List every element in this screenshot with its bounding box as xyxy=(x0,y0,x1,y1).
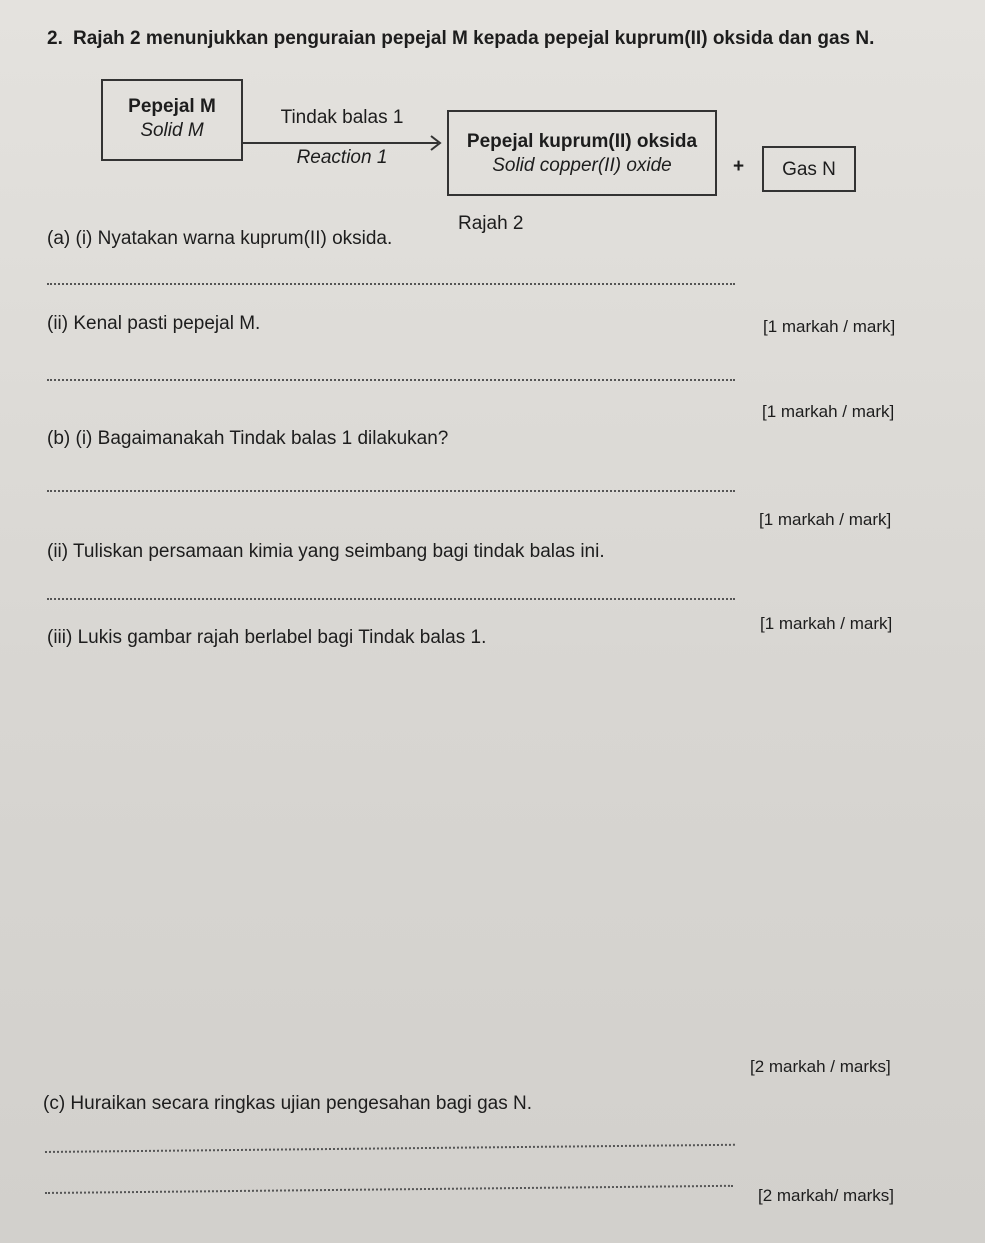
answer-line-b-i[interactable] xyxy=(47,490,735,492)
question-a-ii: (ii) Kenal pasti pepejal M. xyxy=(47,313,261,334)
question-number: 2. xyxy=(47,28,63,49)
gas-n-label: Gas N xyxy=(782,159,836,180)
question-b-ii: (ii) Tuliskan persamaan kimia yang seimbang bagi tindak balas ini. xyxy=(47,541,605,562)
marks-a-i: [1 markah / mark] xyxy=(763,317,896,336)
answer-line-c-1[interactable] xyxy=(45,1144,735,1153)
marks-c: [2 markah/ marks] xyxy=(758,1186,895,1205)
arrow-label-en: Reaction 1 xyxy=(296,147,388,168)
gas-n-box xyxy=(762,146,856,192)
drawing-area[interactable] xyxy=(47,660,897,1050)
answer-line-b-ii[interactable] xyxy=(47,598,735,600)
solid-m-label-en: Solid M xyxy=(140,120,204,141)
answer-line-a-ii[interactable] xyxy=(47,379,735,381)
plus-sign: + xyxy=(733,156,745,177)
question-intro: Rajah 2 menunjukkan penguraian pepejal M kepada pepejal kuprum(II) oksida dan gas N. xyxy=(73,28,875,49)
answer-line-c-2[interactable] xyxy=(45,1185,733,1194)
marks-a-ii: [1 markah / mark] xyxy=(762,402,895,421)
copper-oxide-label-en: Solid copper(II) oxide xyxy=(492,155,672,176)
arrow-label-ms: Tindak balas 1 xyxy=(280,107,404,128)
answer-line-a-i[interactable] xyxy=(47,283,735,285)
question-b-i: (b) (i) Bagaimanakah Tindak balas 1 dilakukan? xyxy=(47,428,449,449)
diagram-caption: Rajah 2 xyxy=(458,213,524,234)
question-c: (c) Huraikan secara ringkas ujian pengesahan bagi gas N. xyxy=(43,1093,532,1114)
question-b-iii: (iii) Lukis gambar rajah berlabel bagi Tindak balas 1. xyxy=(47,627,487,648)
question-a-i: (a) (i) Nyatakan warna kuprum(II) oksida. xyxy=(47,228,393,249)
marks-b-ii: [1 markah / mark] xyxy=(760,614,893,633)
copper-oxide-label-ms: Pepejal kuprum(II) oksida xyxy=(466,131,698,152)
marks-b-i: [1 markah / mark] xyxy=(759,510,892,529)
solid-m-label-ms: Pepejal M xyxy=(128,96,216,117)
marks-b-iii: [2 markah / marks] xyxy=(750,1057,891,1076)
copper-oxide-box xyxy=(447,110,717,196)
solid-m-box xyxy=(101,79,243,161)
